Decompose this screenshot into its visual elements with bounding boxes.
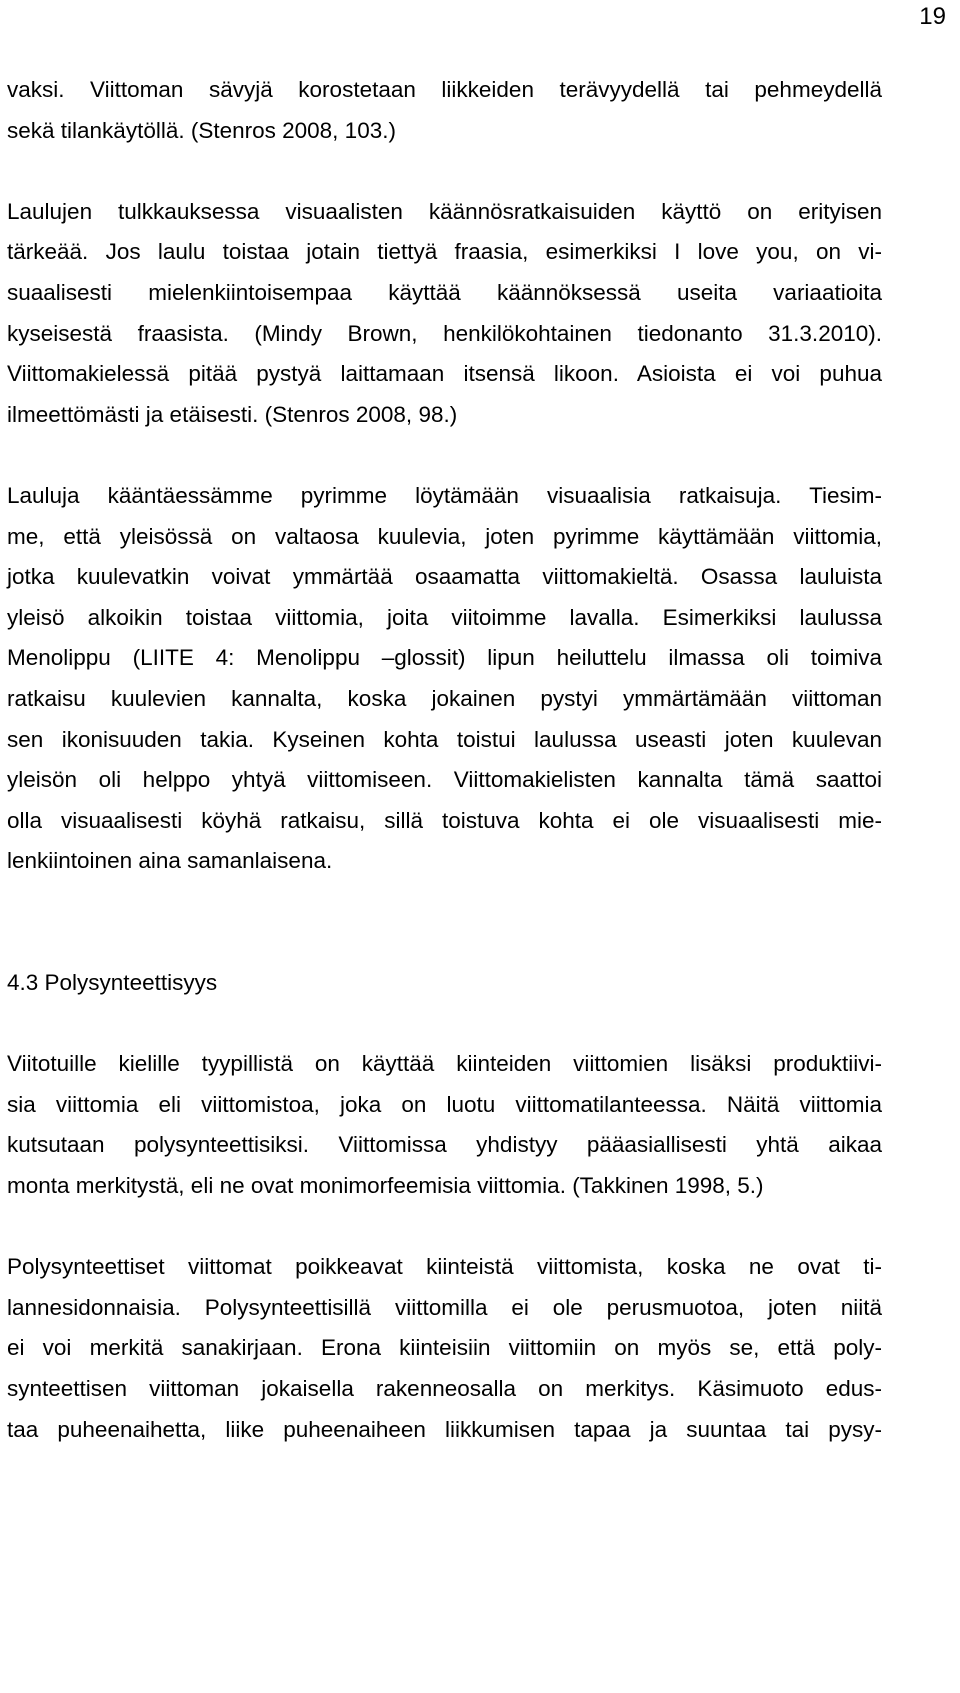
text-line: synteettisen viittoman jokaisella rakenneosalla on merkitys. Käsimuoto edus- — [7, 1376, 882, 1401]
paragraph-spacer — [7, 1004, 882, 1045]
text-line: sia viittomia eli viittomistoa, joka on luotu viittomatilanteessa. Näitä viittomia — [7, 1091, 882, 1117]
text-line: lenkiintoinen aina samanlaisena. — [7, 848, 333, 874]
text-line: Viittomakielessä pitää pystyä laittamaan itsensä likoon. Asioista ei voi puhua — [7, 361, 882, 387]
paragraph-spacer — [7, 151, 882, 192]
text-line: sen ikonisuuden takia. Kyseinen kohta toistui laulussa useasti joten kuulevan — [7, 726, 882, 752]
text-line: olla visuaalisesti köyhä ratkaisu, sillä toistuva kohta ei ole visuaalisesti mie- — [7, 807, 882, 833]
paragraph — [7, 1044, 882, 1206]
text-line: ratkaisu kuulevien kannalta, koska jokainen pystyi ymmärtämään viittoman — [7, 685, 882, 711]
text-line: yleisö alkoikin toistaa viittomia, joita viitoimme lavalla. Esimerkiksi laulussa — [7, 604, 882, 630]
paragraph — [7, 1247, 882, 1450]
text-line: Menolippu (LIITE 4: Menolippu –glossit) lipun heiluttelu ilmassa oli toimiva — [7, 645, 882, 671]
document-body — [7, 70, 882, 1450]
text-line: kyseisestä fraasista. (Mindy Brown, henkilökohtainen tiedonanto 31.3.2010). — [7, 320, 882, 346]
section-heading: 4.3 Polysynteettisyys — [7, 970, 218, 996]
paragraph-spacer — [7, 1207, 882, 1248]
text-line: tärkeää. Jos laulu toistaa jotain tiettyä fraasia, esimerkiksi I love you, on vi- — [7, 239, 882, 265]
text-line: me, että yleisössä on valtaosa kuulevia, joten pyrimme käyttämään viittomia, — [7, 523, 882, 549]
text-line: lannesidonnaisia. Polysynteettisillä viittomilla ei ole perusmuotoa, joten niitä — [7, 1294, 882, 1320]
section-spacer — [7, 882, 882, 963]
text-line: ilmeettömästi ja etäisesti. (Stenros 2008, 98.) — [7, 401, 458, 427]
paragraph-spacer — [7, 435, 882, 476]
text-line: Viitotuille kielille tyypillistä on käyttää kiinteiden viittomien lisäksi produktiivi- — [7, 1051, 882, 1077]
text-line: jotka kuulevatkin voivat ymmärtää osaamatta viittomakieltä. Osassa lauluista — [7, 564, 882, 590]
text-line: kutsutaan polysynteettisiksi. Viittomissa yhdistyy pääasiallisesti yhtä aikaa — [7, 1132, 882, 1158]
text-line: suaalisesti mielenkiintoisempaa käyttää käännöksessä useita variaatioita — [7, 279, 882, 305]
text-line: Laulujen tulkkauksessa visuaalisten käännösratkaisuiden käyttö on erityisen — [7, 198, 882, 224]
text-line: taa puheenaihetta, liike puheenaiheen liikkumisen tapaa ja suuntaa tai pysy- — [7, 1416, 882, 1442]
text-line: sekä tilankäytöllä. (Stenros 2008, 103.) — [7, 117, 396, 143]
text-line: monta merkitystä, eli ne ovat monimorfeemisia viittomia. (Takkinen 1998, 5.) — [7, 1173, 764, 1199]
text-line: Lauluja kääntäessämme pyrimme löytämään visuaalisia ratkaisuja. Tiesim- — [7, 482, 882, 508]
text-line: vaksi. Viittoman sävyjä korostetaan liikkeiden terävyydellä tai pehmeydellä — [7, 77, 882, 102]
paragraph — [7, 476, 882, 882]
paragraph — [7, 70, 882, 151]
paragraph — [7, 192, 882, 436]
text-line: ei voi merkitä sanakirjaan. Erona kiinteisiin viittomiin on myös se, että poly- — [7, 1335, 882, 1361]
text-line: Polysynteettiset viittomat poikkeavat kiinteistä viittomista, koska ne ovat ti- — [7, 1254, 882, 1280]
text-line: yleisön oli helppo yhtyä viittomiseen. Viittomakielisten kannalta tämä saattoi — [7, 767, 882, 793]
page-number: 19 — [919, 3, 946, 30]
